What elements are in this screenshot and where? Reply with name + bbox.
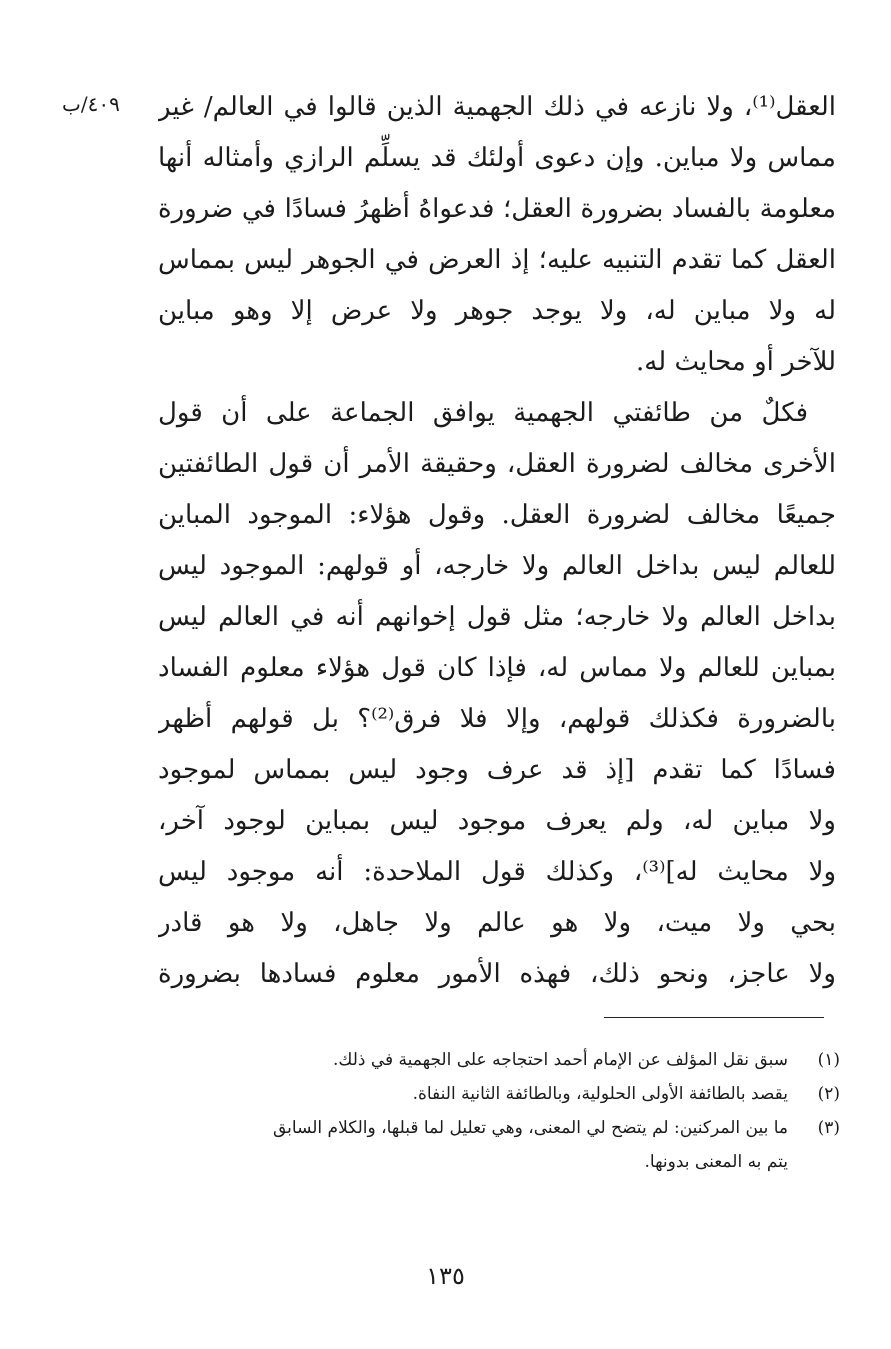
text-line: ولا مباين له، ولم يعرف موجود ليس بمباين لوجود آخر، — [158, 806, 836, 836]
text-line: بداخل العالم ولا خارجه؛ مثل قول إخوانهم أنه في العالم ليس — [158, 602, 836, 632]
footnote-text — [150, 1078, 788, 1112]
footnote-separator — [604, 1017, 824, 1018]
footnote-text — [150, 1112, 788, 1180]
footnote-line: ما بين المركنين: لم يتضح لي المعنى، وهي تعليل لما قبلها، والكلام السابق — [272, 1118, 788, 1138]
footnotes — [150, 1044, 840, 1180]
footnote-line: يقصد بالطائفة الأولى الحلولية، وبالطائفة الثانية النفاة. — [412, 1084, 788, 1104]
text-line: للآخر أو محايث له. — [636, 347, 836, 377]
footnote-text — [150, 1044, 788, 1078]
footnote-number: (٢) — [817, 1084, 840, 1104]
footnote-line: يتم به المعنى بدونها. — [644, 1152, 788, 1172]
text-line: ولا محايث له]⁽³⁾، وكذلك قول الملاحدة: أنه موجود ليس — [158, 857, 836, 887]
manuscript-folio-note: ٤٠٩/ب — [62, 92, 120, 116]
text-line: بحي ولا ميت، ولا هو عالم ولا جاهل، ولا هو قادر — [158, 908, 836, 938]
text-line: فكلٌ من طائفتي الجهمية يوافق الجماعة على أن قول — [158, 398, 808, 428]
text-line: مماس ولا مباين. وإن دعوى أولئك قد يسلِّم الرازي وأمثاله أنها — [158, 143, 836, 173]
text-line: ولا عاجز، ونحو ذلك، فهذه الأمور معلوم فسادها بضرورة — [158, 959, 836, 989]
footnote-1 — [150, 1044, 840, 1078]
footnote-3 — [150, 1112, 840, 1180]
text-line: العقل كما تقدم التنبيه عليه؛ إذ العرض في الجوهر ليس بمماس — [158, 245, 836, 275]
text-line: له ولا مباين له، ولا يوجد جوهر ولا عرض إلا وهو مباين — [158, 296, 836, 326]
main-text — [158, 82, 836, 1000]
text-line: فسادًا كما تقدم [إذ قد عرف وجود ليس بمماس لموجود — [158, 755, 836, 785]
footnote-2 — [150, 1078, 840, 1112]
page-number: ١٣٥ — [426, 1262, 465, 1290]
text-line: بمباين للعالم ولا مماس له، فإذا كان قول هؤلاء معلوم الفساد — [158, 653, 836, 683]
footnote-number: (١) — [817, 1050, 840, 1070]
text-line: جميعًا مخالف لضرورة العقل. وقول هؤلاء: الموجود المباين — [158, 500, 836, 530]
text-line: بالضرورة فكذلك قولهم، وإلا فلا فرق⁽²⁾؟ بل قولهم أظهر — [158, 704, 836, 734]
footnote-number: (٣) — [817, 1118, 840, 1138]
text-line: معلومة بالفساد بضرورة العقل؛ فدعواهُ أظهرُ فسادًا في ضرورة — [158, 194, 836, 224]
text-line: للعالم ليس بداخل العالم ولا خارجه، أو قولهم: الموجود ليس — [158, 551, 836, 581]
text-line: الأخرى مخالف لضرورة العقل، وحقيقة الأمر أن قول الطائفتين — [158, 449, 836, 479]
text-line: العقل⁽¹⁾، ولا نازعه في ذلك الجهمية الذين قالوا في العالم/ غير — [158, 92, 836, 122]
footnote-line: سبق نقل المؤلف عن الإمام أحمد احتجاجه على الجهمية في ذلك. — [332, 1050, 788, 1070]
